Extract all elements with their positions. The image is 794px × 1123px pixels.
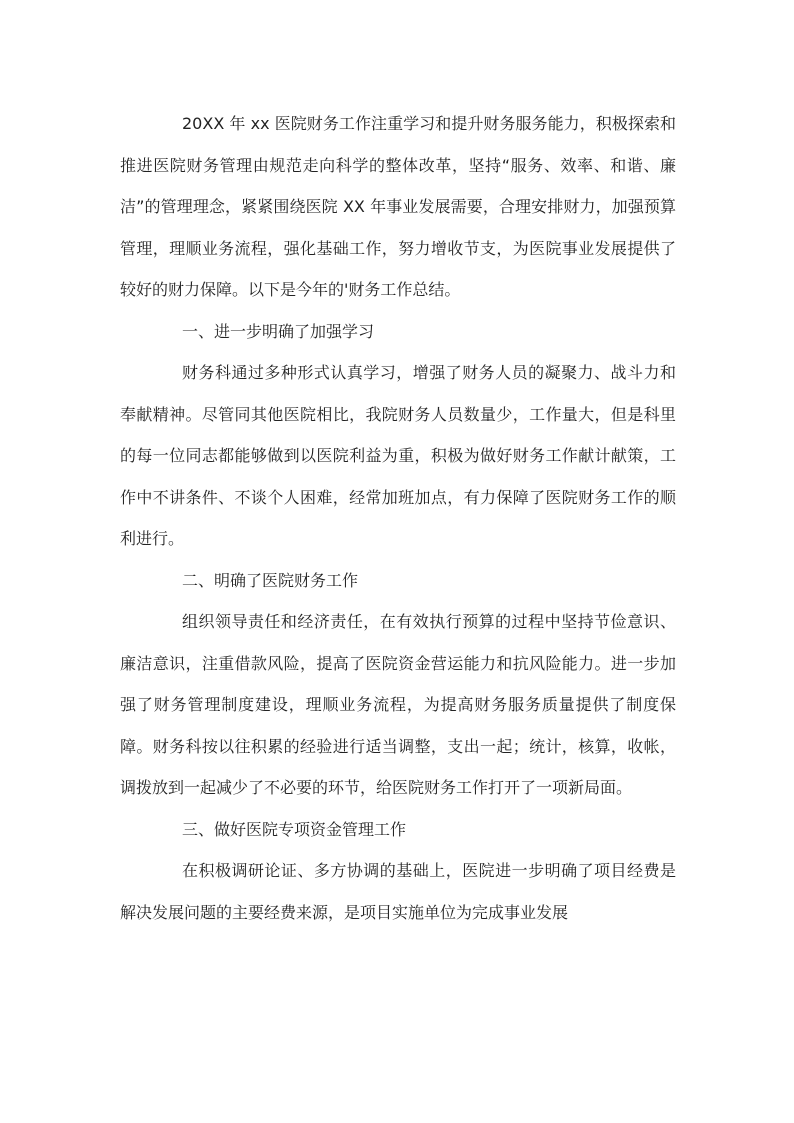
section-2-paragraph: 组织领导责任和经济责任，在有效执行预算的过程中坚持节俭意识、廉洁意识，注重借款风险，提高了医院资金营运能力和抗风险能力。进一步加强了财务管理制度建设，理顺业务流程，为提高财务服务质量提供了制度保障。财务科按以往积累的经验进行适当调整，支出一起；统计，核算，收帐，调拨放到一起减少了不必要的环节，给医院财务工作打开了一项新局面。 (120, 612, 676, 797)
section-3-paragraph: 在积极调研论证、多方协调的基础上，医院进一步明确了项目经费是解决发展问题的主要经费来源，是项目实施单位为完成事业发展 (120, 861, 676, 922)
section-heading-1: 一、进一步明确了加强学习 (182, 321, 375, 341)
section-heading-3: 三、做好医院专项资金管理工作 (182, 819, 407, 839)
intro-paragraph: 20XX 年 xx 医院财务工作注重学习和提升财务服务能力，积极探索和推进医院财务管理由规范走向科学的整体改革，坚持“服务、效率、和谐、廉洁”的管理理念，紧紧围绕医院 XX 年事业发展需要，合理安排财力，加强预算管理，理顺业务流程，强化基础工作，努力增收节支，为医院事业发展提供了较好的财力保障。以下是今年的'财务工作总结。 (120, 114, 676, 299)
document-body (120, 103, 676, 933)
section-1-paragraph: 财务科通过多种形式认真学习，增强了财务人员的凝聚力、战斗力和奉献精神。尽管同其他医院相比，我院财务人员数量少，工作量大，但是科里的每一位同志都能够做到以医院利益为重，积极为做好财务工作献计献策，工作中不讲条件、不谈个人困难，经常加班加点，有力保障了医院财务工作的顺利进行。 (120, 363, 676, 548)
section-heading-2: 二、明确了医院财务工作 (182, 570, 359, 590)
